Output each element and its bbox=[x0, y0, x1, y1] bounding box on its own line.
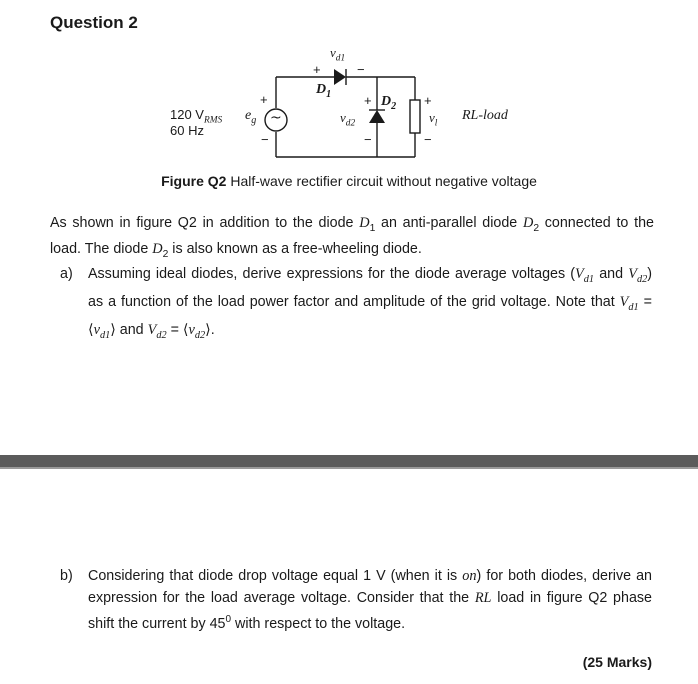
question-title: Question 2 bbox=[50, 13, 138, 32]
part-b-marker: b) bbox=[60, 568, 73, 584]
d2-label: $D_2$ bbox=[381, 94, 397, 112]
intro-paragraph: As shown in figure Q2 in addition to the diode $D_1$ an anti-parallel diode $D_2$ connected to the load. The diode $D_2$ is also known as a free-wheeling diode. bbox=[50, 215, 654, 261]
d1-diode-symbol bbox=[334, 69, 346, 85]
eg-minus-sign: − bbox=[261, 132, 269, 147]
vl-minus-sign: − bbox=[424, 132, 432, 147]
page-break-shadow bbox=[0, 467, 698, 469]
circuit-schematic bbox=[0, 0, 698, 170]
ac-wave-icon: ~ bbox=[270, 110, 282, 126]
circuit-diagram bbox=[0, 0, 698, 170]
d2-diode-symbol bbox=[369, 110, 385, 123]
marks-label: (25 Marks) bbox=[582, 654, 652, 670]
question-part-b bbox=[60, 565, 652, 635]
vd2-label: $v_{d2}$ bbox=[340, 110, 356, 129]
part-b-text: Considering that diode drop voltage equal 1 V (when it is on) for both diodes, derive an expression for the load average voltage. Consider that the RL load in figure Q2 phase shift the current by $45^0$ with respect to the voltage. bbox=[88, 568, 653, 632]
part-a-marker: a) bbox=[60, 266, 73, 282]
vd2-plus-sign: + bbox=[364, 93, 372, 108]
source-voltage-label: 120 $V_{RMS}$ bbox=[170, 107, 223, 126]
eg-label: $e_g$ bbox=[245, 108, 257, 126]
vd1-plus-sign: + bbox=[313, 62, 321, 77]
question-part-a bbox=[60, 263, 652, 347]
vl-plus-sign: + bbox=[424, 93, 432, 108]
vd1-label: $v_{d1}$ bbox=[330, 45, 346, 64]
vd2-minus-sign: − bbox=[364, 132, 372, 147]
figure-caption: Figure Q2 Half-wave rectifier circuit without negative voltage bbox=[161, 173, 537, 189]
eg-plus-sign: + bbox=[260, 92, 268, 107]
vd1-minus-sign: − bbox=[357, 62, 365, 77]
rl-load-label: RL-load bbox=[462, 108, 508, 123]
page-break-divider bbox=[0, 455, 698, 467]
part-a-text: Assuming ideal diodes, derive expressions for the diode average voltages ($V_{d1}$ and $V_{d2}$) as a function of the load power factor and amplitude of the grid voltage. Note that $V_{d1}$ = $⟨v_{d1}⟩$ and $V_{d2}$ = $⟨v_{d2}⟩$. bbox=[88, 266, 652, 341]
source-frequency-label: 60 Hz bbox=[170, 123, 204, 138]
load-resistor bbox=[410, 100, 420, 133]
vl-label: $v_l$ bbox=[429, 110, 438, 129]
d1-label: $D_1$ bbox=[316, 82, 332, 100]
